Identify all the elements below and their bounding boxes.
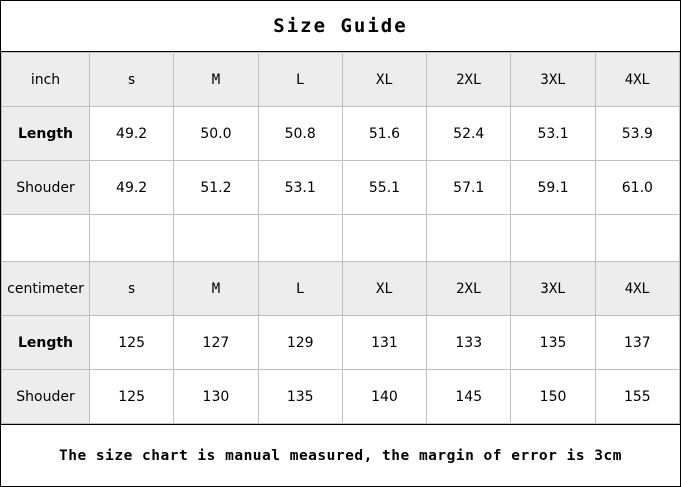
size-header-s: s [90, 53, 174, 107]
size-guide-table [1, 52, 680, 424]
table-row [2, 370, 680, 424]
size-header-cm-2xl: 2XL [427, 262, 511, 316]
cell-shouder-inch-s: 49.2 [90, 161, 174, 215]
cell-shouder-cm-m: 130 [174, 370, 258, 424]
cell-shouder-inch-xl: 55.1 [342, 161, 426, 215]
footer-note: The size chart is manual measured, the margin of error is 3cm [1, 424, 680, 486]
spacer-cell [427, 215, 511, 262]
table-row [2, 262, 680, 316]
cell-shouder-cm-2xl: 145 [427, 370, 511, 424]
unit-label-inch: inch [2, 53, 90, 107]
size-header-cm-3xl: 3XL [511, 262, 595, 316]
cell-shouder-cm-3xl: 150 [511, 370, 595, 424]
row-label-length-inch: Length [2, 107, 90, 161]
cell-length-inch-3xl: 53.1 [511, 107, 595, 161]
size-header-cm-s: s [90, 262, 174, 316]
row-label-length-cm: Length [2, 316, 90, 370]
cell-length-cm-4xl: 137 [595, 316, 679, 370]
spacer-cell [511, 215, 595, 262]
spacer-cell [174, 215, 258, 262]
table-row [2, 107, 680, 161]
spacer-cell [2, 215, 90, 262]
size-header-cm-m: M [174, 262, 258, 316]
size-header-3xl: 3XL [511, 53, 595, 107]
cell-shouder-inch-4xl: 61.0 [595, 161, 679, 215]
size-header-cm-xl: XL [342, 262, 426, 316]
cell-shouder-inch-3xl: 59.1 [511, 161, 595, 215]
spacer-cell [258, 215, 342, 262]
page-title: Size Guide [1, 1, 680, 52]
size-header-2xl: 2XL [427, 53, 511, 107]
table-row [2, 316, 680, 370]
spacer-cell [342, 215, 426, 262]
table-row [2, 161, 680, 215]
size-header-xl: XL [342, 53, 426, 107]
cell-shouder-cm-4xl: 155 [595, 370, 679, 424]
cell-length-cm-l: 129 [258, 316, 342, 370]
cell-length-inch-2xl: 52.4 [427, 107, 511, 161]
cell-shouder-cm-xl: 140 [342, 370, 426, 424]
row-label-shouder-inch: Shouder [2, 161, 90, 215]
cell-length-cm-s: 125 [90, 316, 174, 370]
size-header-4xl: 4XL [595, 53, 679, 107]
size-header-m: M [174, 53, 258, 107]
unit-label-centimeter: centimeter [2, 262, 90, 316]
cell-length-inch-l: 50.8 [258, 107, 342, 161]
cell-length-inch-s: 49.2 [90, 107, 174, 161]
row-label-shouder-cm: Shouder [2, 370, 90, 424]
size-header-cm-4xl: 4XL [595, 262, 679, 316]
cell-shouder-cm-l: 135 [258, 370, 342, 424]
cell-length-cm-m: 127 [174, 316, 258, 370]
cell-shouder-inch-2xl: 57.1 [427, 161, 511, 215]
cell-shouder-inch-m: 51.2 [174, 161, 258, 215]
spacer-cell [595, 215, 679, 262]
cell-length-cm-2xl: 133 [427, 316, 511, 370]
size-header-cm-l: L [258, 262, 342, 316]
table-row [2, 53, 680, 107]
cell-length-inch-xl: 51.6 [342, 107, 426, 161]
spacer-cell [90, 215, 174, 262]
table-spacer-row [2, 215, 680, 262]
cell-length-inch-4xl: 53.9 [595, 107, 679, 161]
cell-shouder-inch-l: 53.1 [258, 161, 342, 215]
cell-length-cm-3xl: 135 [511, 316, 595, 370]
cell-length-cm-xl: 131 [342, 316, 426, 370]
size-header-l: L [258, 53, 342, 107]
cell-length-inch-m: 50.0 [174, 107, 258, 161]
cell-shouder-cm-s: 125 [90, 370, 174, 424]
